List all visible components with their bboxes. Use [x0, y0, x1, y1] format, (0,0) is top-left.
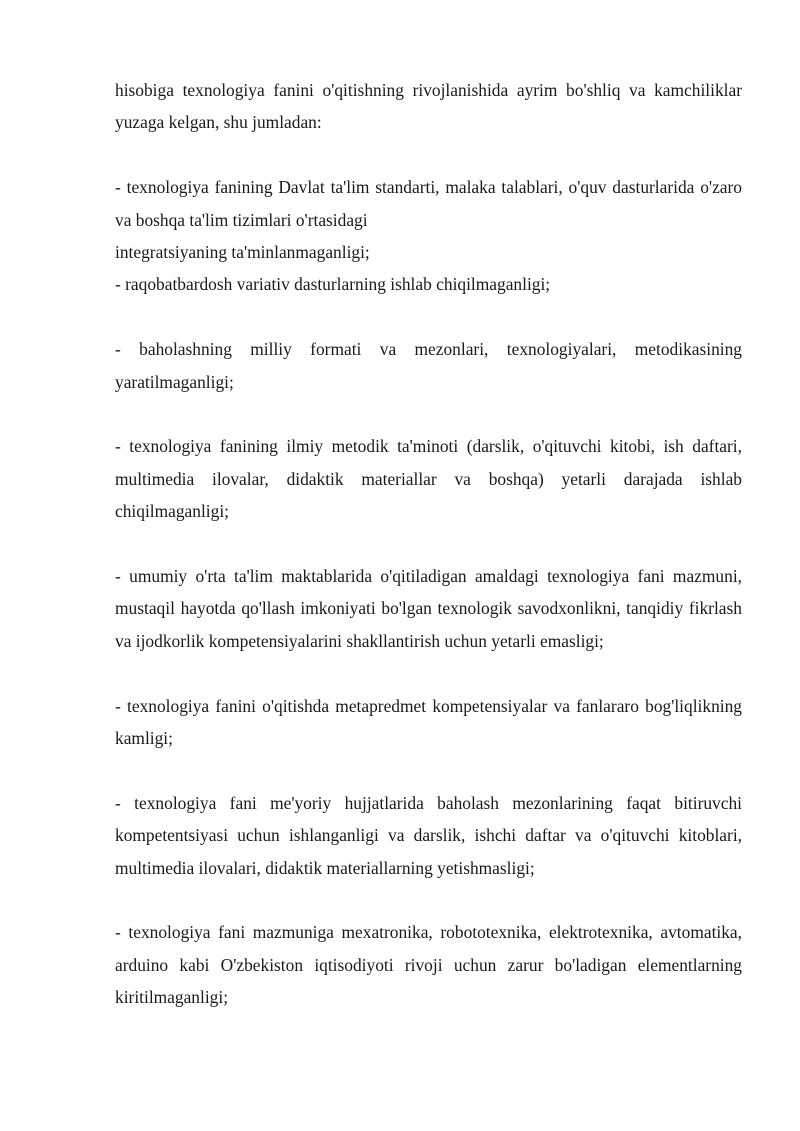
paragraph-line: - umumiy o'rta ta'lim maktablarida o'qitiladigan amaldagi texnologiya fani mazmuni, mustaqil hayotda qo'llash imkoniyati bo'lgan texnologik savodxonlikni, tanqidiy fikrlash va ijodkorlik kompetensiyalarini shakllantirish uchun yetarli emasligi;	[115, 566, 742, 651]
paragraph-line: - texnologiya fani mazmuniga mexatronika, robototexnika, elektrotexnika, avtomatika, arduino kabi O'zbekiston iqtisodiyoti rivoji uchun zarur bo'ladigan elementlarning kiritilmaganligi;	[115, 922, 742, 1008]
paragraph-line: - texnologiya fanining Davlat ta'lim standarti, malaka talablari, o'quv dasturlarida o'zaro va boshqa ta'lim tizimlari o'rtasidagi	[115, 177, 742, 230]
paragraph-line: - texnologiya fani me'yoriy hujjatlarida baholash mezonlarining faqat bitiruvchi kompetentsiyasi uchun ishlanganligi va darslik, ishchi daftar va o'qituvchi kitoblari, multimedia ilovalari, didaktik materiallarning yetishmasligi;	[115, 792, 742, 878]
list-item-metasubject	[115, 690, 742, 755]
list-item-methodical	[115, 430, 742, 527]
list-item-variative	[115, 268, 742, 300]
paragraph-line: - texnologiya fanining ilmiy metodik ta'minoti (darslik, o'qituvchi kitobi, ish daftari, multimedia ilovalar, didaktik materiallar va boshqa) yetarli darajada ishlab chiqilmaganligi;	[115, 436, 742, 522]
paragraph-line: - texnologiya fanini o'qitishda metapredmet kompetensiyalar va fanlararo bog'liqlikning kamligi;	[115, 695, 742, 749]
paragraph-intro	[115, 74, 742, 139]
list-item-standards	[115, 171, 742, 236]
list-item-content	[115, 560, 742, 657]
paragraph-line: - baholashning milliy formati va mezonlari, texnologiyalari, metodikasining yaratilmaganligi;	[115, 339, 742, 392]
list-item-mechatronics	[115, 916, 742, 1013]
document-body	[115, 74, 742, 1014]
paragraph-line: hisobiga texnologiya fanini o'qitishning rivojlanishida ayrim bo'shliq va kamchiliklar yuzaga kelgan, shu jumladan:	[115, 80, 742, 133]
paragraph-line: integratsiyaning ta'minlanmaganligi;	[115, 242, 370, 263]
list-item-criteria	[115, 787, 742, 884]
list-block-standards	[115, 171, 742, 301]
list-item-standards-cont	[115, 236, 742, 268]
list-item-assessment	[115, 333, 742, 398]
paragraph-line: - raqobatbardosh variativ dasturlarning ishlab chiqilmaganligi;	[115, 274, 551, 295]
